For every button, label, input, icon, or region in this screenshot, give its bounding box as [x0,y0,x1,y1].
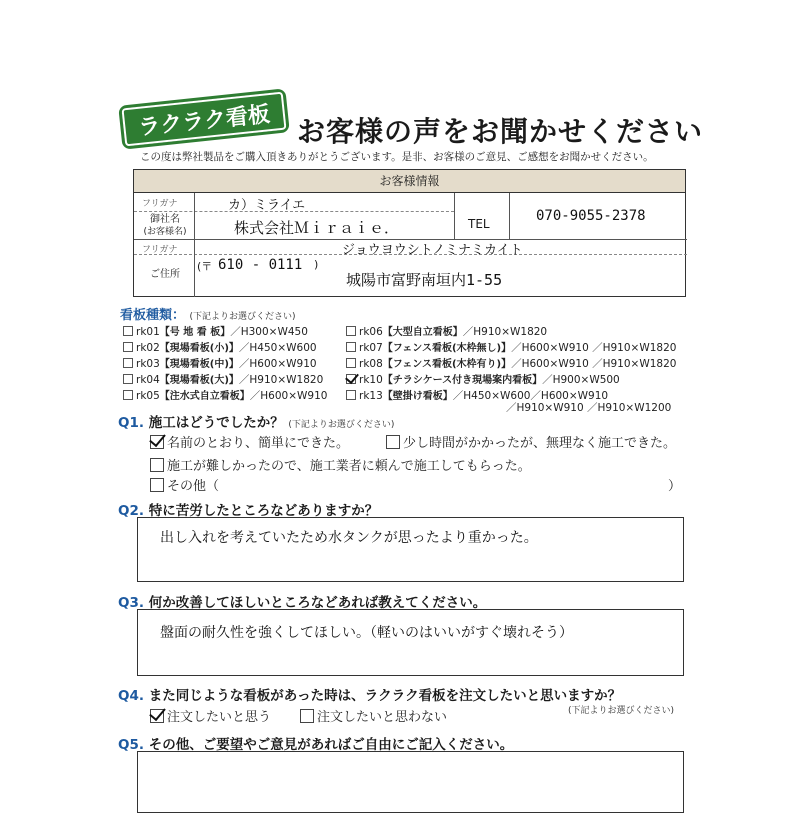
sign-size: ／H600×W910 ／H910×W1820 [511,342,677,354]
checkbox[interactable] [123,342,133,352]
q5-number: Q5. [118,737,144,753]
sign-size: ／H600×W910 ／H910×W1820 [511,358,677,370]
q2-text: 特に苦労したところなどありますか？ [148,503,379,519]
sign-types-note: (下記よりお選びください) [189,312,296,322]
company-label [136,213,194,239]
q1-option-easy[interactable] [150,432,349,451]
sign-name: 【大型自立看板】 [382,327,463,338]
q1-option-label: 施工が難しかったので、施工業者に頼んで施工してもらった。 [167,459,531,474]
q3-number: Q3. [118,595,144,611]
q1-option-some-time[interactable] [386,432,676,451]
tel-label: TEL [468,217,490,231]
q3-answer: 盤面の耐久性を強くしてほしい。（軽いのはいいがすぐ壊れそう） [160,625,573,641]
q1-option-other[interactable] [150,475,219,494]
sign-size: ／H910×W1820 [462,326,548,338]
q1-other-close: ） [668,479,682,494]
checkbox[interactable] [150,478,164,492]
sign-size: ／H450×W600／H600×W910 [452,390,609,402]
checkbox[interactable] [123,374,133,384]
sign-option-rk05[interactable] [123,387,327,403]
checkbox[interactable] [150,458,164,472]
q4-text: また同じような看板があった時は、ラクラク看板を注文したいと思いますか？ [148,688,622,704]
sign-types-heading [120,304,296,323]
q1-text: 施工はどうでしたか？ [148,415,284,431]
company-label-line2: (お客様名) [143,227,187,237]
tel-value: 070-9055-2378 [536,208,646,224]
q4-option-yes[interactable] [150,706,271,725]
q4-number: Q4. [118,688,144,704]
q1-number: Q1. [118,415,144,431]
logo [118,88,290,149]
logo-text: ラクラク看板 [121,92,286,147]
q4-heading [118,684,621,704]
sign-name: 【壁掛け看板】 [382,391,453,402]
sign-size: ／H600×W910 [238,358,317,370]
sign-code: rk02 [136,342,160,354]
q4-option-no[interactable] [300,706,447,725]
checkbox[interactable] [346,358,356,368]
sign-size: ／H900×W500 [542,374,620,386]
sign-types-title: 看板種類： [120,308,186,323]
checkbox-checked[interactable] [150,435,164,449]
q2-answer: 出し入れを考えていたため水タンクが思ったより重かった。 [160,530,538,546]
q2-heading [118,499,378,519]
sign-code: rk03 [136,358,160,370]
q1-heading [118,411,394,431]
sign-name: 【フェンス看板(木枠有り)】 [382,359,512,370]
intro-text: この度は弊社製品をご購入頂きありがとうございます。是非、お客様のご意見、ご感想をお聞かせください。 [140,151,654,163]
sign-size: ／H600×W910 [249,390,328,402]
sign-option-rk03[interactable] [123,355,317,371]
sign-name: 【現場看板(中)】 [159,359,239,370]
q3-heading [118,591,486,611]
sign-name: 【注水式自立看板】 [159,391,250,402]
divider [454,193,455,239]
q3-text: 何か改善してほしいところなどあれば教えてください。 [148,595,487,611]
q4-note: (下記よりお選びください) [568,706,675,716]
sign-size: ／H450×W600 [238,342,317,354]
sign-code: rk07 [359,342,383,354]
address-label: ご住所 [150,269,180,280]
sign-option-rk07[interactable] [346,339,676,355]
q1-option-label: その他（ [167,479,220,494]
sign-option-rk06[interactable] [346,323,547,339]
divider [194,193,195,297]
checkbox[interactable] [123,358,133,368]
sign-code: rk04 [136,374,160,386]
furigana-label: フリガナ [142,199,178,209]
sign-option-rk08[interactable] [346,355,676,371]
address-furigana-label: フリガナ [142,245,178,255]
checkbox[interactable] [300,709,314,723]
sign-code: rk08 [359,358,383,370]
checkbox-checked[interactable] [150,709,164,723]
sign-option-rk02[interactable] [123,339,317,355]
sign-option-rk04[interactable] [123,371,323,387]
checkbox[interactable] [346,342,356,352]
postal-prefix: (〒 [197,260,213,273]
q4-option-label: 注文したいと思う [167,710,272,725]
sign-name: 【チラシケース付き現場案内看板】 [382,375,543,386]
sign-size: ／H300×W450 [230,326,308,338]
q3-answer-box[interactable] [137,609,684,676]
q4-option-label: 注文したいと思わない [317,710,448,725]
sign-name: 【号 地 看 板】 [159,327,231,338]
q1-note: (下記よりお選びください) [288,420,395,430]
checkbox[interactable] [346,390,356,400]
customer-info-table [133,169,686,297]
q5-answer-box[interactable] [137,751,684,813]
customer-info-heading: お客様情報 [134,170,685,193]
company-name: 株式会社Ｍｉｒａｉｅ． [234,219,400,237]
sign-option-rk01[interactable] [123,323,308,339]
sign-code: rk01 [136,326,160,338]
sign-code: rk06 [359,326,383,338]
company-label-line1: 御社名 [150,214,180,225]
sign-name: 【フェンス看板(木枠無し)】 [382,343,512,354]
divider [509,193,510,239]
sign-size: ／H910×W1820 [238,374,324,386]
page-title: お客様の声をお聞かせください [297,115,704,148]
sign-code: rk13 [359,390,383,402]
checkbox[interactable] [346,326,356,336]
checkbox[interactable] [386,435,400,449]
q1-option-contractor[interactable] [150,455,531,474]
sign-code: rk10 [359,374,383,386]
checkbox[interactable] [123,326,133,336]
q2-number: Q2. [118,503,144,519]
sign-name: 【現場看板(大)】 [159,375,239,386]
address-value: 城陽市富野南垣内1-55 [346,271,503,289]
q5-text: その他、ご要望やご意見があればご自由にご記入ください。 [148,737,514,753]
postal-code: 610 - 0111 [218,257,303,273]
q5-heading [118,733,513,753]
company-furigana: カ）ミライエ [228,198,306,213]
sign-code: rk05 [136,390,160,402]
q1-option-label: 名前のとおり、簡単にできた。 [167,436,350,451]
sign-option-rk10[interactable] [346,371,620,387]
checkbox[interactable] [123,390,133,400]
checkbox-checked[interactable] [346,374,356,384]
sign-name: 【現場看板(小)】 [159,343,239,354]
postal-suffix: ) [314,258,319,271]
address-furigana: ジョウヨウシトノミナミカイト [342,243,523,258]
q1-option-label: 少し時間がかかったが、無理なく施工できた。 [403,436,677,451]
sign-rk13-extra-sizes: ／H910×W910 ／H910×W1200 [506,402,672,414]
